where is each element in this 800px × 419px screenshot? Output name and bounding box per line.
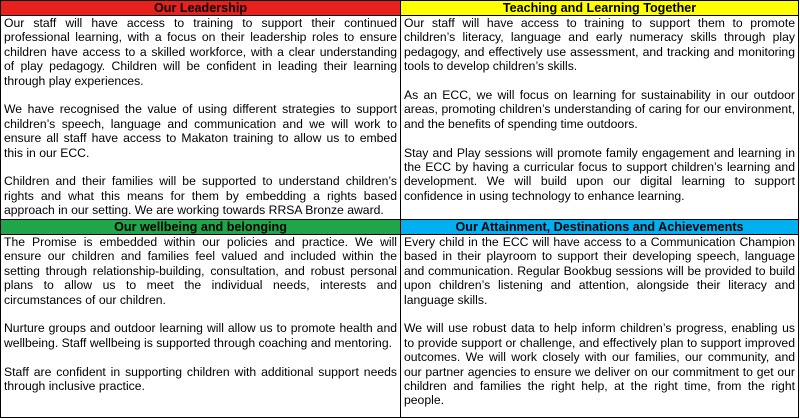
leadership-title: Our Leadership bbox=[153, 1, 248, 15]
leadership-body bbox=[1, 16, 400, 218]
attainment-title: Our Attainment, Destinations and Achievements bbox=[455, 220, 744, 234]
teaching-header bbox=[401, 1, 798, 16]
leadership-quadrant bbox=[1, 1, 400, 219]
attainment-paragraph-1: Every child in the ECC will have access to a Communication Champion based in their playroom to support their developing speech, language and communication. Regular Bookbug sessions will be provided to build upon children’s listening and attention, alongside their literacy and language skills. bbox=[404, 235, 795, 307]
wellbeing-header bbox=[1, 220, 400, 235]
teaching-body bbox=[401, 16, 798, 203]
attainment-header bbox=[401, 220, 798, 235]
horizontal-divider bbox=[1, 219, 798, 220]
leadership-paragraph-3: Children and their families will be supported to understand children’s rights and what this means for them by embedding a rights based approach in our setting. We are working towards RRSA Bronze award. bbox=[4, 174, 397, 218]
leadership-paragraph-1: Our staff will have access to training to support their continued professional learning, with a focus on their leadership roles to ensure children have access to a skilled workforce, with a clear understanding of play pedagogy. Children will be confident in leading their learning through play experiences. bbox=[4, 16, 397, 88]
leadership-header bbox=[1, 1, 400, 16]
wellbeing-title: Our wellbeing and belonging bbox=[114, 220, 287, 234]
vertical-divider bbox=[400, 1, 401, 417]
attainment-quadrant bbox=[401, 220, 798, 417]
teaching-title: Teaching and Learning Together bbox=[502, 1, 697, 15]
wellbeing-body bbox=[1, 235, 400, 393]
teaching-paragraph-3: Stay and Play sessions will promote family engagement and learning in the ECC by having a curricular focus to support children’s learning and development. We will build upon our digital learning to support confidence in using technology to enhance learning. bbox=[404, 145, 795, 203]
wellbeing-paragraph-3: Staff are confident in supporting children with additional support needs through inclusive practice. bbox=[4, 364, 397, 394]
attainment-paragraph-2: We will use robust data to help inform children’s progress, enabling us to provide support or challenge, and effectively plan to support improved outcomes. We will work closely with our families, our community, and our partner agencies to ensure we deliver on our commitment to get our children and families the right help, at the right time, from the right people. bbox=[404, 321, 795, 408]
wellbeing-paragraph-2: Nurture groups and outdoor learning will allow us to promote health and wellbeing. Staff wellbeing is supported through coaching and mentoring. bbox=[4, 321, 397, 350]
teaching-paragraph-2: As an ECC, we will focus on learning for sustainability in our outdoor areas, promoting children’s understanding of caring for our environment, and the benefits of spending time outdoors. bbox=[404, 88, 795, 131]
wellbeing-paragraph-1: The Promise is embedded within our policies and practice. We will ensure our children and families feel valued and included within the setting through relationship-building, consultation, and robust personal plans to allow us to meet the individual needs, interests and circumstances of our children. bbox=[4, 235, 397, 307]
attainment-body bbox=[401, 235, 798, 408]
teaching-quadrant bbox=[401, 1, 798, 219]
wellbeing-quadrant bbox=[1, 220, 400, 417]
teaching-paragraph-1: Our staff will have access to training to support them to promote children’s literacy, language and early numeracy skills through play pedagogy, and effectively use assessment, and tracking and monitoring tools to develop children’s skills. bbox=[404, 16, 795, 74]
leadership-paragraph-2: We have recognised the value of using different strategies to support children’s speech, language and communication and we will work to ensure all staff have access to Makaton training to allow us to embed this in our ECC. bbox=[4, 102, 397, 160]
